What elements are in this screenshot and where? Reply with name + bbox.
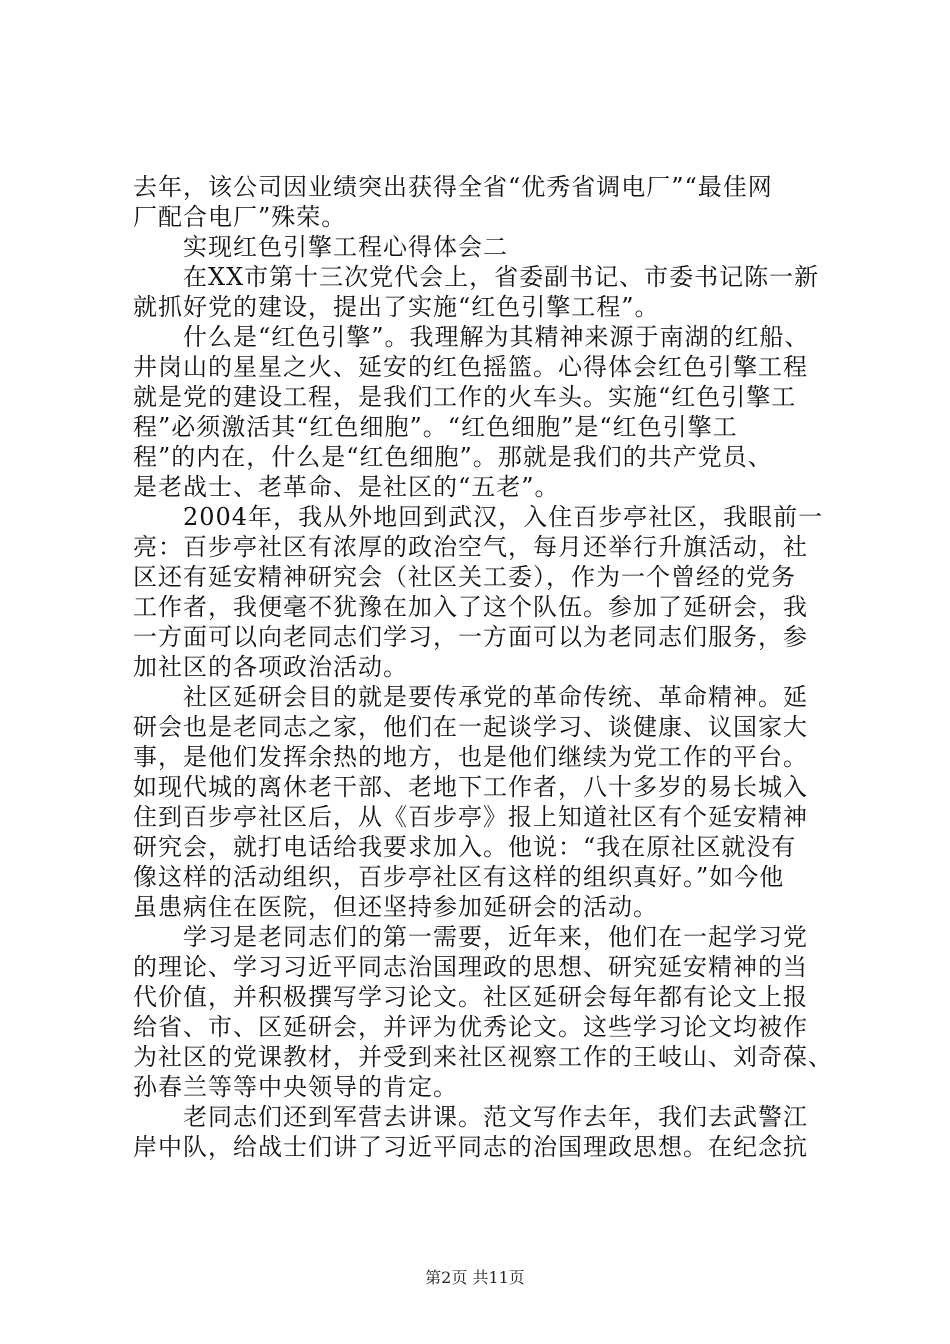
text-line: 什么是“红色引擎”。我理解为其精神来源于南湖的红船、 bbox=[133, 323, 810, 351]
text-line: 给省、市、区延研会，并评为优秀论文。这些学习论文均被作 bbox=[133, 1013, 808, 1041]
text-line: 就抓好党的建设，提出了实施“红色引擎工程”。 bbox=[133, 293, 660, 321]
text-line: 是老战士、老革命、是社区的“五老”。 bbox=[133, 473, 560, 501]
text-line: 像这样的活动组织，百步亭社区有这样的组织真好。”如今他 bbox=[133, 863, 785, 891]
text-line: 在XX市第十三次党代会上，省委副书记、市委书记陈一新 bbox=[133, 263, 820, 291]
text-line: 岸中队，给战士们讲了习近平同志的治国理政思想。在纪念抗 bbox=[133, 1133, 808, 1161]
text-line: 厂配合电厂”殊荣。 bbox=[133, 203, 347, 231]
text-line: 虽患病住在医院，但还坚持参加延研会的活动。 bbox=[133, 893, 658, 921]
text-line: 亮：百步亭社区有浓厚的政治空气，每月还举行升旗活动，社 bbox=[133, 533, 808, 561]
text-line: 代价值，并积极撰写学习论文。社区延研会每年都有论文上报 bbox=[133, 983, 808, 1011]
text-line: 井岗山的星星之火、延安的红色摇篮。心得体会红色引擎工程 bbox=[133, 353, 808, 381]
text-line: 事，是他们发挥余热的地方，也是他们继续为党工作的平台。 bbox=[133, 743, 808, 771]
text-line: 工作者，我便毫不犹豫在加入了这个队伍。参加了延研会，我 bbox=[133, 593, 808, 621]
text-line: 住到百步亭社区后，从《百步亭》报上知道社区有个延安精神 bbox=[133, 803, 808, 831]
text-line: 老同志们还到军营去讲课。范文写作去年，我们去武警江 bbox=[133, 1103, 808, 1131]
text-line: 程”的内在，什么是“红色细胞”。那就是我们的共产党员、 bbox=[133, 443, 773, 471]
text-line: 学习是老同志们的第一需要，近年来，他们在一起学习党 bbox=[133, 923, 808, 951]
text-line: 就是党的建设工程，是我们工作的火车头。实施“红色引擎工 bbox=[133, 383, 797, 411]
text-line: 区还有延安精神研究会（社区关工委），作为一个曾经的党务 bbox=[133, 563, 796, 591]
text-line: 一方面可以向老同志们学习，一方面可以为老同志们服务，参 bbox=[133, 623, 808, 651]
body-text bbox=[133, 172, 833, 1162]
text-line: 社区延研会目的就是要传承党的革命传统、革命精神。延 bbox=[133, 683, 808, 711]
text-line: 孙春兰等等中央领导的肯定。 bbox=[133, 1073, 458, 1101]
text-line: 为社区的党课教材，并受到来社区视察工作的王岐山、刘奇葆、 bbox=[133, 1043, 833, 1071]
text-line: 去年，该公司因业绩突出获得全省“优秀省调电厂”“最佳网 bbox=[133, 173, 773, 201]
text-line: 研究会，就打电话给我要求加入。他说：“我在原社区就没有 bbox=[133, 833, 797, 861]
text-line: 的理论、学习习近平同志治国理政的思想、研究延安精神的当 bbox=[133, 953, 808, 981]
text-line: 如现代城的离休老干部、老地下工作者，八十多岁的易长城入 bbox=[133, 773, 808, 801]
text-line: 程”必须激活其“红色细胞”。“红色细胞”是“红色引擎工 bbox=[133, 413, 738, 441]
text-line: 2004年，我从外地回到武汉，入住百步亭社区，我眼前一 bbox=[133, 503, 824, 531]
page-number-footer: 第2页 共11页 bbox=[425, 1268, 525, 1287]
section-heading: 实现红色引擎工程心得体会二 bbox=[133, 233, 508, 261]
text-line: 研会也是老同志之家，他们在一起谈学习、谈健康、议国家大 bbox=[133, 713, 808, 741]
text-line: 加社区的各项政治活动。 bbox=[133, 653, 408, 681]
